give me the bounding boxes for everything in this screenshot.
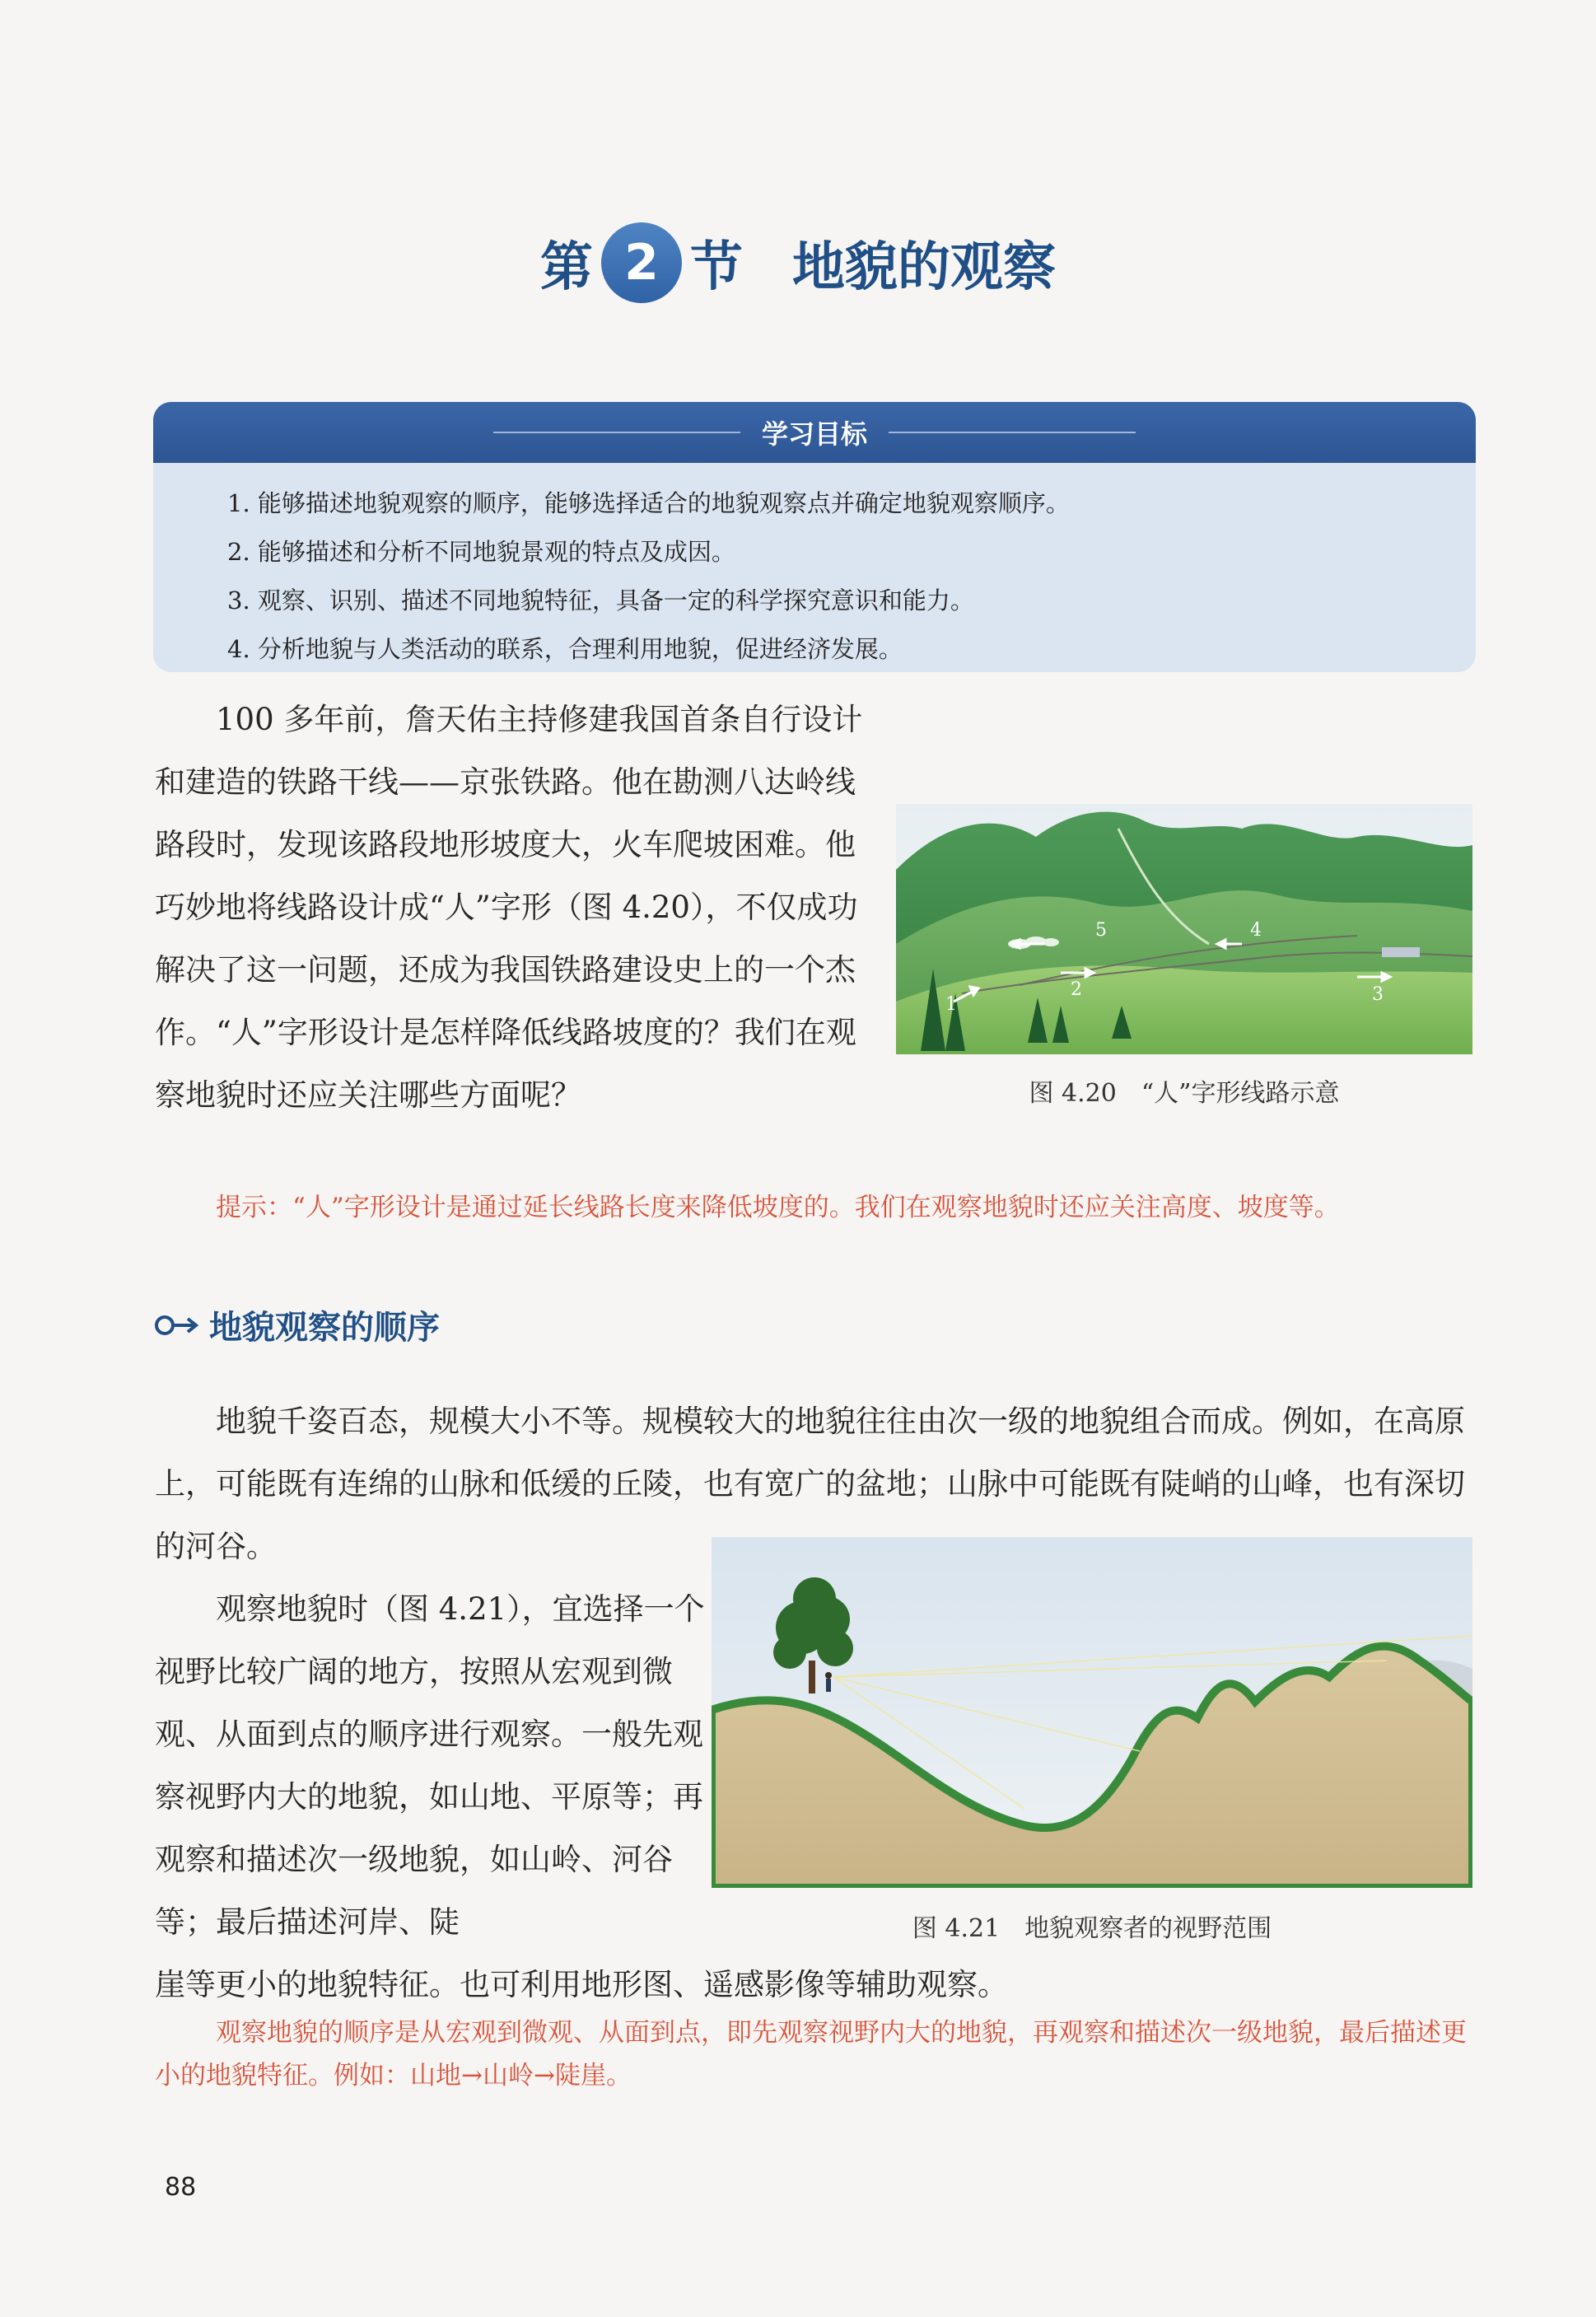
station-building-icon [1382, 947, 1420, 957]
title-prefix: 第 [540, 237, 593, 298]
learning-objectives-box [153, 402, 1476, 672]
route-label-1: 1 [945, 994, 957, 1015]
title-suffix: 节 [690, 237, 743, 298]
hint-answer-1: 提示：“人”字形设计是通过延长线路长度来降低坡度的。我们在观察地貌时还应关注高度、坡度等。 [216, 1193, 1340, 1222]
route-label-5: 5 [1095, 920, 1107, 941]
figure-4-21-observer-view-illustration [712, 1537, 1472, 1888]
body-paragraph-landforms: 地貌千姿百态，规模大小不等。规模较大的地貌往往由次一级的地貌组合而成。例如，在高原上，可能既有连绵的山脉和低缓的丘陵，也有宽广的盆地；山脉中可能既有陡峭的山峰，也有深切的河谷。 [155, 1404, 1465, 1564]
observer-figure-icon [825, 1672, 832, 1692]
objectives-header [153, 402, 1476, 463]
title-name: 地貌的观察 [792, 237, 1056, 298]
route-label-4: 4 [1250, 920, 1262, 941]
objective-item: 1. 能够描述地貌观察的顺序，能够选择适合的地貌观察点并确定地貌观察顺序。 [227, 489, 1070, 517]
figure-4-21-caption: 图 4.21 地貌观察者的视野范围 [912, 1914, 1272, 1943]
hint-answer-2: 观察地貌的顺序是从宏观到微观、从面到点，即先观察视野内大的地貌，再观察和描述次一级地貌，最后描述更小的地貌特征。例如：山地→山岭→陡崖。 [155, 2018, 1467, 2090]
section-title [0, 222, 1596, 303]
header-rule-right [889, 432, 1136, 433]
title-number-badge: 2 [601, 222, 682, 303]
page-number: 88 [165, 2173, 197, 2202]
header-rule-left [493, 432, 740, 433]
objectives-heading: 学习目标 [761, 418, 867, 450]
route-label-2: 2 [1071, 979, 1082, 1000]
figure-4-20-railway-illustration [896, 804, 1472, 1054]
intro-paragraph: 100 多年前，詹天佑主持修建我国首条自行设计和建造的铁路干线——京张铁路。他在勘测八达岭线路段时，发现该路段地形坡度大，火车爬坡困难。他巧妙地将线路设计成“人”字形（图 4.20），不仅成功解决了这一问题，还成为我国铁路建设史上的一个杰作。“人”字形设计是怎样降低线路坡度的？我们在观察地貌时还应关注哪些方面呢？ [155, 702, 863, 1113]
subsection-heading-text: 地貌观察的顺序 [209, 1309, 440, 1347]
figure-4-20-caption: 图 4.20 “人”字形线路示意 [1029, 1079, 1340, 1108]
objective-item: 4. 分析地貌与人类活动的联系，合理利用地貌，促进经济发展。 [227, 635, 903, 663]
route-label-3: 3 [1372, 984, 1384, 1005]
objective-item: 3. 观察、识别、描述不同地貌特征，具备一定的科学探究意识和能力。 [227, 586, 974, 614]
objectives-list [153, 463, 1476, 672]
subsection-heading [153, 1301, 440, 1348]
objective-item: 2. 能够描述和分析不同地貌景观的特点及成因。 [227, 538, 735, 566]
body-paragraph-observation: 观察地貌时（图 4.21），宜选择一个视野比较广阔的地方，按照从宏观到微观、从面到点的顺序进行观察。一般先观察视野内大的地貌，如山地、平原等；再观察和描述次一级地貌，如山岭、河谷等；最后描述河岸、陡 [155, 1591, 705, 1940]
body-paragraph-observation-end: 崖等更小的地貌特征。也可利用地形图、遥感影像等辅助观察。 [155, 1967, 1008, 2002]
tree-trunk [809, 1661, 815, 1693]
heading-arrow-icon [153, 1312, 201, 1338]
